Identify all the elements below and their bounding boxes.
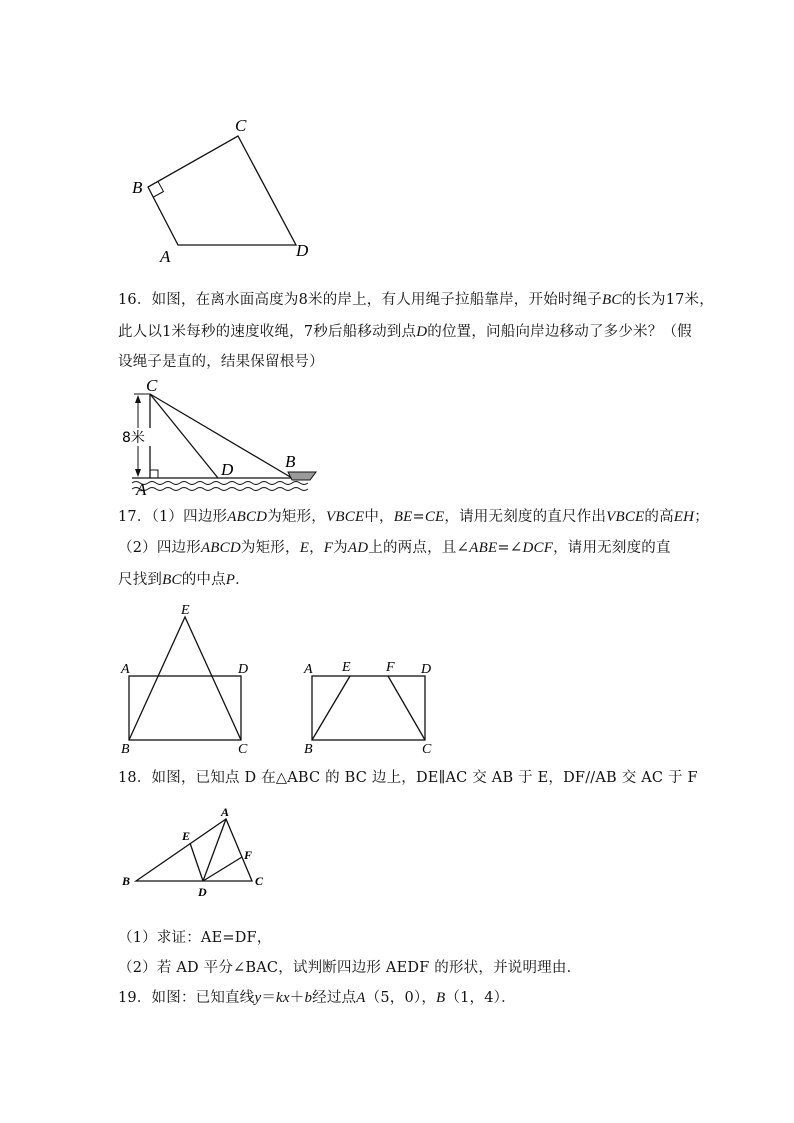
q19-line-1: 19．如图：已知直线y＝kx＋b经过点A（5，0），B（1，4）． (118, 990, 516, 1006)
q16-line-3: 设绳子是直的，结果保留根号） (118, 354, 324, 370)
label-d: D (421, 662, 432, 677)
label-c: C (235, 116, 247, 135)
triangle-bce (129, 617, 241, 740)
label-e: E (181, 603, 190, 618)
label-b: B (132, 178, 143, 197)
label-a: A (221, 805, 230, 819)
figure-15-quadrilateral (120, 110, 320, 270)
label-a: A (136, 480, 147, 499)
label-c: C (422, 742, 432, 757)
label-e: E (342, 660, 351, 675)
q17-line-2: （2）四边形ABCD为矩形，E，F为AD上的两点，且∠ABE=∠DCF，请用无刻度的直 (118, 540, 671, 556)
label-d: D (238, 662, 249, 677)
label-d: D (198, 885, 207, 899)
figure-17-1 (115, 600, 265, 760)
figure-17-2 (298, 655, 448, 760)
rectangle-abcd (129, 676, 241, 740)
label-b: B (304, 742, 313, 757)
label-a: A (304, 662, 313, 677)
q16-line-1: 16．如图，在离水面高度为8米的岸上，有人用绳子拉船靠岸，开始时绳子BC的长为17米， (118, 292, 714, 308)
quadrilateral-abcd (148, 136, 296, 245)
rectangle-abcd (312, 676, 425, 740)
q17-line-1: 17．（1）四边形ABCD为矩形，VBCE中，BE=CE，请用无刻度的直尺作出VBCE的高EH； (118, 509, 709, 525)
label-a: A (121, 662, 130, 677)
q18-part-1: （1）求证：AE=DF， (118, 930, 272, 946)
label-e: E (182, 829, 191, 843)
height-label: 8米 (122, 430, 145, 446)
right-angle-mark-b (154, 182, 164, 198)
label-a: A (160, 247, 171, 266)
label-f: F (386, 660, 395, 675)
label-f: F (244, 848, 253, 862)
label-c: C (146, 378, 158, 395)
right-angle-mark-a (150, 470, 158, 478)
label-d: D (221, 460, 234, 479)
label-b: B (285, 452, 296, 471)
label-c: C (255, 874, 264, 888)
q18-part-2: （2）若 AD 平分∠BAC，试判断四边形 AEDF 的形状，并说明理由． (118, 960, 582, 976)
q16-line-2: 此人以1米每秒的速度收绳，7秒后船移动到点D的位置，问船向岸边移动了多少米？（假 (118, 324, 692, 340)
label-b: B (122, 874, 131, 888)
q18-line-1: 18．如图，已知点 D 在△ABC 的 BC 边上，DE∥AC 交 AB 于 E，DF//AB 交 AC 于 F (118, 770, 698, 786)
q17-line-3: 尺找到BC的中点P． (118, 572, 250, 588)
figure-16-boat (120, 378, 330, 500)
triangle-abc (136, 819, 252, 881)
boat-icon (288, 472, 316, 480)
figure-18-triangle (118, 805, 278, 900)
label-c: C (238, 742, 248, 757)
label-d: D (296, 241, 309, 260)
label-b: B (121, 742, 130, 757)
